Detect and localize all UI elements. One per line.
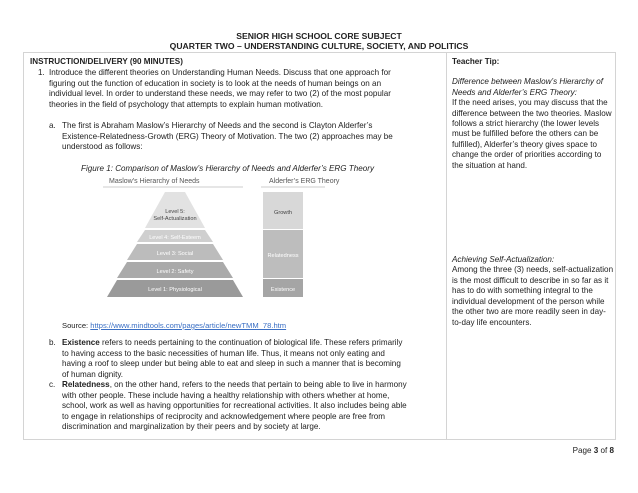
item-b-label: b. bbox=[49, 338, 56, 347]
item-c-text: , on the other hand, refers to the needs that pertain to being able to live in harmony bbox=[109, 380, 407, 389]
header-subject: SENIOR HIGH SCHOOL CORE SUBJECT bbox=[236, 31, 402, 41]
level4-label: Level 4: Self-Esteem bbox=[149, 235, 201, 241]
tip2-body: Among the three (3) needs, self-actualization is the most difficult to describe in so far as it has to do with something integral to the individual development of the person while the other two are more readily seen in day-to-day life encounters. bbox=[452, 265, 614, 327]
item-b-line: to having access to the basic necessities of human life. Thus, it means not only eating and bbox=[62, 348, 385, 358]
level2-label: Level 2: Safety bbox=[156, 269, 194, 275]
item-a-line: The first is Abraham Maslow’s Hierarchy of Needs and the second is Clayton Alderfer’s bbox=[62, 121, 373, 130]
page-current: 3 bbox=[593, 446, 599, 455]
erg-relatedness-label: Relatedness bbox=[267, 253, 299, 259]
item-a-line: understood as follows: bbox=[62, 142, 143, 151]
item-b-line bbox=[62, 338, 402, 347]
level5-label: Level 5: bbox=[165, 209, 185, 215]
level1-label: Level 1: Physiological bbox=[148, 287, 202, 293]
erg-title: Alderfer’s ERG Theory bbox=[269, 178, 340, 185]
tip1-body: If the need arises, you may discuss that the difference between the two theories. Maslow follows a strict hierarchy (the lower levels must be fulfilled before the others can be fulfilled), Alderfer’s theory gives space to change the order of priorities according to the situation at hand. bbox=[452, 98, 612, 170]
item1-line: Introduce the different theories on Understanding Human Needs. Discuss that one approach for bbox=[49, 68, 391, 77]
page-prefix: Page bbox=[572, 446, 594, 455]
header-quarter-title: QUARTER TWO – UNDERSTANDING CULTURE, SOCIETY, AND POLITICS bbox=[169, 41, 469, 51]
teacher-tip-column bbox=[452, 57, 614, 328]
erg-existence-label: Existence bbox=[270, 287, 296, 293]
item1-line: individual level. In order to understand these needs, we may refer to two (2) of the most popular bbox=[49, 89, 391, 98]
item-c-line: with other people. These include having a healthy relationship with others whether at home, bbox=[62, 390, 390, 400]
item1-line: theories in the field of psychology that attempts to explain human motivation. bbox=[49, 99, 323, 109]
teacher-tip-title: Teacher Tip: bbox=[452, 57, 500, 66]
source-link[interactable]: https://www.mindtools.com/pages/article/newTMM_78.htm bbox=[90, 321, 287, 330]
item-c-line: to engage in relationships of reciprocity and acknowledgement where people are free from bbox=[62, 411, 386, 421]
maslow-title: Maslow’s Hierarchy of Needs bbox=[109, 178, 200, 185]
item-a-line: Existence-Relatedness-Growth (ERG) Theory of Motivation. The two (2) approaches may be bbox=[62, 131, 393, 141]
figure-source bbox=[62, 321, 286, 330]
needs-comparison-figure bbox=[103, 176, 343, 309]
item-c-label: c. bbox=[49, 380, 56, 389]
item-b-line: of human dignity. bbox=[62, 369, 124, 379]
tip1-heading: Difference between Maslow’s Hierarchy of Needs and Alderfer’s ERG Theory: bbox=[452, 77, 603, 97]
level3-label: Level 3: Social bbox=[156, 251, 194, 257]
item-c-line bbox=[62, 380, 407, 389]
page-of: of bbox=[598, 446, 610, 455]
item-b-line: having a roof to sleep under but being able to eat and sleep in such a manner that is becoming bbox=[62, 359, 401, 368]
section-title: INSTRUCTION/DELIVERY (90 MINUTES) bbox=[30, 57, 183, 66]
item1-line: figuring out the function of education in society is to look at the needs of human beings on an bbox=[49, 78, 382, 88]
item-b-text: refers to needs pertaining to the continuation of biological life. These refers primarily bbox=[99, 338, 403, 347]
erg-growth-label: Growth bbox=[273, 210, 293, 216]
level5-label: Self-Actualization bbox=[153, 216, 197, 222]
page-total: 8 bbox=[609, 446, 614, 455]
page-number bbox=[573, 446, 614, 455]
source-label: Source: bbox=[62, 321, 91, 330]
column-divider bbox=[446, 52, 447, 440]
item1-number: 1. bbox=[38, 68, 45, 77]
tip2-heading: Achieving Self-Actualization: bbox=[452, 255, 555, 265]
item-c-line: discrimination and marginalization by their peers and by society at large. bbox=[62, 422, 321, 431]
figure-caption: Figure 1: Comparison of Maslow’s Hierarchy of Needs and Alderfer’s ERG Theory bbox=[81, 164, 374, 173]
term-relatedness: Relatedness bbox=[62, 380, 110, 389]
term-existence: Existence bbox=[62, 338, 100, 347]
item-a-label: a. bbox=[49, 121, 56, 130]
item-c-line: school, work as well as having opportunities for recreational activities. It also includes being able bbox=[62, 401, 407, 410]
